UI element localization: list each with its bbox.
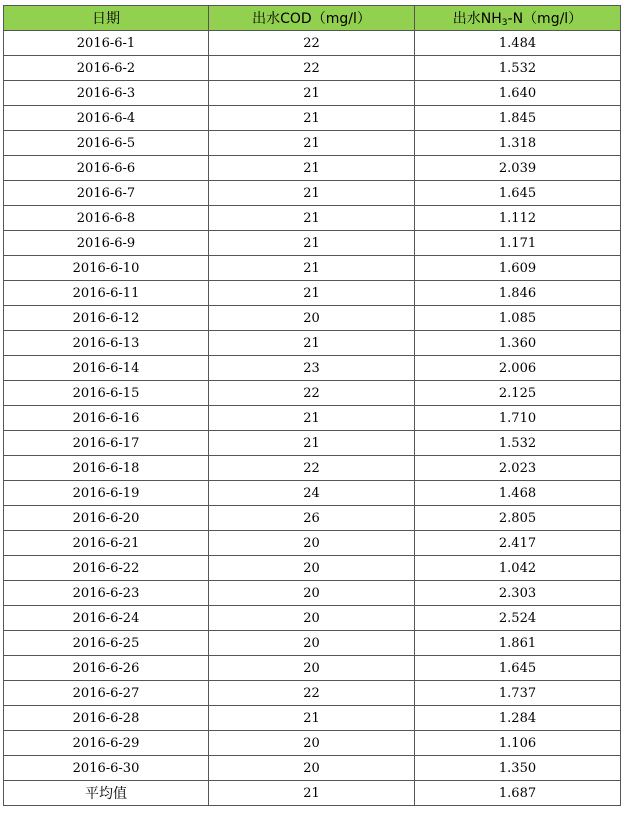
cod-cell: 21	[209, 156, 415, 181]
table-row	[4, 506, 621, 531]
table-row	[4, 406, 621, 431]
nh3n-cell: 1.710	[415, 406, 621, 431]
cod-cell: 20	[209, 606, 415, 631]
nh3n-cell: 2.023	[415, 456, 621, 481]
date-cell: 2016-6-10	[4, 256, 209, 281]
cod-cell: 24	[209, 481, 415, 506]
nh3n-cell: 1.468	[415, 481, 621, 506]
cod-cell: 20	[209, 581, 415, 606]
date-cell: 2016-6-26	[4, 656, 209, 681]
cod-cell: 20	[209, 556, 415, 581]
header-nh3n	[415, 6, 621, 31]
cod-cell: 21	[209, 106, 415, 131]
nh3n-cell: 1.846	[415, 281, 621, 306]
date-cell: 2016-6-25	[4, 631, 209, 656]
cod-cell: 21	[209, 706, 415, 731]
nh3n-cell: 1.645	[415, 656, 621, 681]
cod-cell: 21	[209, 231, 415, 256]
nh3n-cell: 1.350	[415, 756, 621, 781]
table-row	[4, 381, 621, 406]
table-row	[4, 731, 621, 756]
table-row	[4, 631, 621, 656]
nh3n-cell: 1.042	[415, 556, 621, 581]
table-row	[4, 231, 621, 256]
cod-cell: 22	[209, 56, 415, 81]
cod-cell: 21	[209, 256, 415, 281]
nh3n-cell: 1.861	[415, 631, 621, 656]
date-cell: 2016-6-29	[4, 731, 209, 756]
average-row	[4, 781, 621, 806]
nh3n-cell: 1.484	[415, 31, 621, 56]
date-cell: 2016-6-11	[4, 281, 209, 306]
cod-cell: 21	[209, 331, 415, 356]
cod-cell: 20	[209, 656, 415, 681]
table-row	[4, 106, 621, 131]
date-cell: 2016-6-20	[4, 506, 209, 531]
date-cell: 2016-6-22	[4, 556, 209, 581]
cod-cell: 20	[209, 531, 415, 556]
header-nh3n-prefix: 出水NH	[452, 11, 502, 27]
date-cell: 2016-6-12	[4, 306, 209, 331]
nh3n-cell: 2.417	[415, 531, 621, 556]
nh3n-cell: 1.318	[415, 131, 621, 156]
table-body	[4, 31, 621, 781]
cod-cell: 21	[209, 131, 415, 156]
cod-cell: 26	[209, 506, 415, 531]
date-cell: 2016-6-4	[4, 106, 209, 131]
effluent-quality-table	[3, 5, 621, 806]
nh3n-cell: 1.609	[415, 256, 621, 281]
nh3n-cell: 1.532	[415, 56, 621, 81]
table-row	[4, 206, 621, 231]
table-row	[4, 606, 621, 631]
date-cell: 2016-6-15	[4, 381, 209, 406]
table-row	[4, 756, 621, 781]
nh3n-cell: 2.006	[415, 356, 621, 381]
table-row	[4, 681, 621, 706]
table-row	[4, 581, 621, 606]
table-row	[4, 656, 621, 681]
nh3n-cell: 1.284	[415, 706, 621, 731]
cod-cell: 23	[209, 356, 415, 381]
cod-cell: 22	[209, 681, 415, 706]
nh3n-cell: 1.737	[415, 681, 621, 706]
table-row	[4, 256, 621, 281]
date-cell: 2016-6-30	[4, 756, 209, 781]
nh3n-cell: 2.039	[415, 156, 621, 181]
average-label: 平均值	[4, 781, 209, 806]
date-cell: 2016-6-17	[4, 431, 209, 456]
table-row	[4, 431, 621, 456]
data-table-container	[3, 5, 621, 806]
table-row	[4, 31, 621, 56]
date-cell: 2016-6-23	[4, 581, 209, 606]
table-row	[4, 456, 621, 481]
nh3n-cell: 2.524	[415, 606, 621, 631]
date-cell: 2016-6-14	[4, 356, 209, 381]
nh3n-cell: 1.645	[415, 181, 621, 206]
date-cell: 2016-6-3	[4, 81, 209, 106]
date-cell: 2016-6-9	[4, 231, 209, 256]
date-cell: 2016-6-24	[4, 606, 209, 631]
date-cell: 2016-6-13	[4, 331, 209, 356]
cod-cell: 20	[209, 756, 415, 781]
nh3n-cell: 2.805	[415, 506, 621, 531]
table-row	[4, 281, 621, 306]
table-row	[4, 481, 621, 506]
cod-cell: 21	[209, 206, 415, 231]
table-row	[4, 181, 621, 206]
nh3n-cell: 1.360	[415, 331, 621, 356]
nh3n-cell: 1.532	[415, 431, 621, 456]
cod-cell: 20	[209, 731, 415, 756]
cod-cell: 20	[209, 631, 415, 656]
table-row	[4, 331, 621, 356]
date-cell: 2016-6-16	[4, 406, 209, 431]
cod-cell: 21	[209, 281, 415, 306]
nh3n-cell: 2.125	[415, 381, 621, 406]
cod-cell: 20	[209, 306, 415, 331]
nh3n-cell: 1.112	[415, 206, 621, 231]
date-cell: 2016-6-28	[4, 706, 209, 731]
nh3n-cell: 1.640	[415, 81, 621, 106]
header-date: 日期	[4, 6, 209, 31]
cod-cell: 22	[209, 381, 415, 406]
table-row	[4, 556, 621, 581]
nh3n-cell: 1.845	[415, 106, 621, 131]
table-row	[4, 156, 621, 181]
nh3n-cell: 1.085	[415, 306, 621, 331]
table-row	[4, 81, 621, 106]
date-cell: 2016-6-27	[4, 681, 209, 706]
cod-cell: 22	[209, 456, 415, 481]
date-cell: 2016-6-2	[4, 56, 209, 81]
table-row	[4, 356, 621, 381]
cod-cell: 21	[209, 406, 415, 431]
date-cell: 2016-6-18	[4, 456, 209, 481]
cod-cell: 21	[209, 81, 415, 106]
date-cell: 2016-6-6	[4, 156, 209, 181]
header-nh3n-subscript: 3	[501, 18, 508, 28]
table-row	[4, 706, 621, 731]
date-cell: 2016-6-5	[4, 131, 209, 156]
table-row	[4, 531, 621, 556]
table-row	[4, 306, 621, 331]
date-cell: 2016-6-19	[4, 481, 209, 506]
date-cell: 2016-6-1	[4, 31, 209, 56]
nh3n-cell: 2.303	[415, 581, 621, 606]
cod-cell: 21	[209, 181, 415, 206]
average-cod: 21	[209, 781, 415, 806]
date-cell: 2016-6-8	[4, 206, 209, 231]
cod-cell: 21	[209, 431, 415, 456]
date-cell: 2016-6-7	[4, 181, 209, 206]
average-nh3n: 1.687	[415, 781, 621, 806]
cod-cell: 22	[209, 31, 415, 56]
header-nh3n-suffix: -N（mg/l）	[507, 11, 583, 27]
nh3n-cell: 1.171	[415, 231, 621, 256]
table-row	[4, 56, 621, 81]
date-cell: 2016-6-21	[4, 531, 209, 556]
header-row	[4, 6, 621, 31]
table-row	[4, 131, 621, 156]
nh3n-cell: 1.106	[415, 731, 621, 756]
header-cod: 出水COD（mg/l）	[209, 6, 415, 31]
